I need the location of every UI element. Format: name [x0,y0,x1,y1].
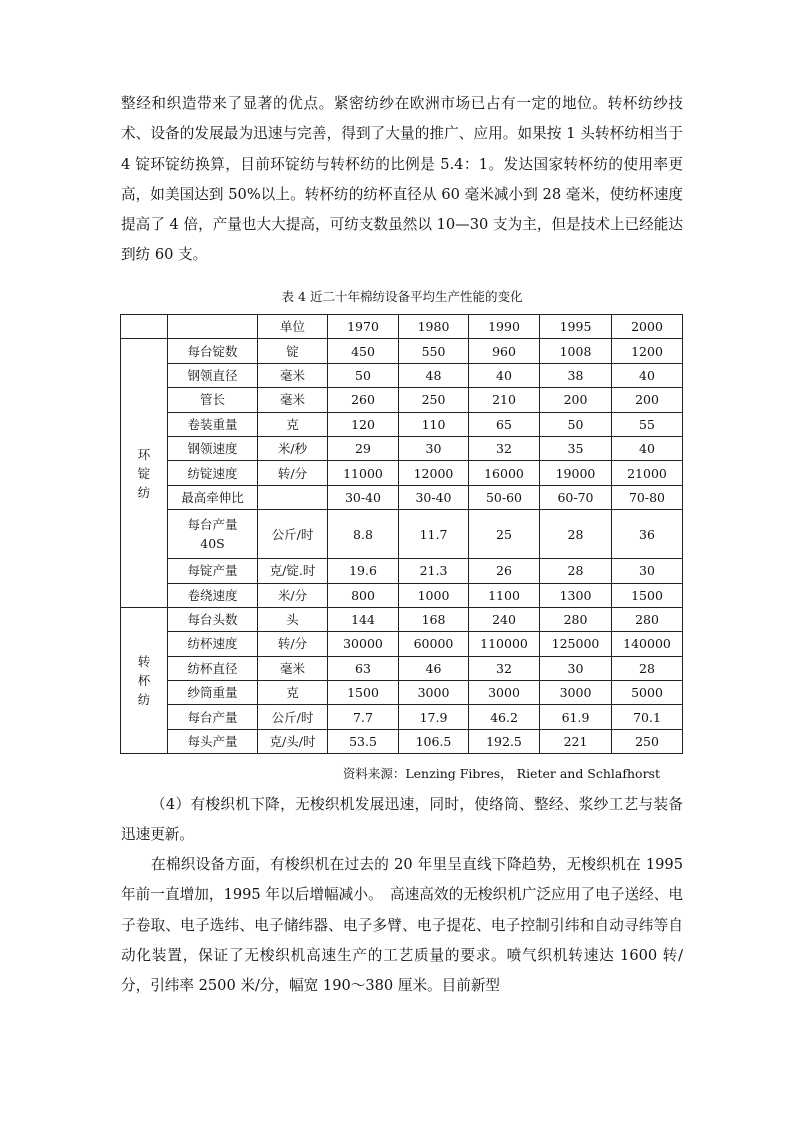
header-year-cell: 1990 [469,315,540,339]
value-cell: 1200 [612,339,683,363]
value-cell: 5000 [612,681,683,705]
table-row [121,339,683,363]
value-cell: 200 [612,388,683,412]
item-cell: 纺锭速度 [168,461,258,485]
value-cell: 32 [469,436,540,460]
value-cell: 32 [469,656,540,680]
header-empty-cell [121,315,168,339]
value-cell: 210 [469,388,540,412]
value-cell: 250 [399,388,469,412]
value-cell: 61.9 [540,705,612,729]
item-cell: 纺杯直径 [168,656,258,680]
item-cell: 每锭产量 [168,559,258,583]
table-row [121,436,683,460]
table-row [121,632,683,656]
value-cell: 280 [612,607,683,631]
value-cell: 60000 [399,632,469,656]
value-cell: 280 [540,607,612,631]
value-cell: 1500 [328,681,399,705]
header-year-cell: 1980 [399,315,469,339]
table-row [121,681,683,705]
unit-cell: 转/分 [258,461,328,485]
table-row [121,461,683,485]
value-cell: 1300 [540,583,612,607]
table-row [121,705,683,729]
value-cell: 35 [540,436,612,460]
value-cell: 3000 [399,681,469,705]
value-cell: 550 [399,339,469,363]
value-cell: 19.6 [328,559,399,583]
value-cell: 30 [612,559,683,583]
value-cell: 70.1 [612,705,683,729]
header-year-cell: 2000 [612,315,683,339]
table-row [121,656,683,680]
value-cell: 192.5 [469,729,540,753]
unit-cell: 克 [258,681,328,705]
table-row [121,363,683,387]
unit-cell: 公斤/时 [258,510,328,559]
unit-cell: 毫米 [258,388,328,412]
value-cell: 21.3 [399,559,469,583]
table-row [121,559,683,583]
value-cell: 125000 [540,632,612,656]
item-cell: 钢领直径 [168,363,258,387]
value-cell: 30-40 [328,485,399,509]
value-cell: 30-40 [399,485,469,509]
unit-cell: 米/分 [258,583,328,607]
value-cell: 50-60 [469,485,540,509]
item-cell: 卷装重量 [168,412,258,436]
header-year-cell: 1970 [328,315,399,339]
value-cell: 120 [328,412,399,436]
item-cell: 卷绕速度 [168,583,258,607]
group-label-cell [121,607,168,753]
value-cell: 1100 [469,583,540,607]
value-cell: 110 [399,412,469,436]
value-cell: 1500 [612,583,683,607]
table-source: 资料来源：Lenzing Fibres， Rieter and Schlafhorst [342,766,660,781]
unit-cell [258,485,328,509]
value-cell: 221 [540,729,612,753]
unit-cell: 毫米 [258,363,328,387]
item-cell: 每台产量 40S [168,510,258,559]
value-cell: 30000 [328,632,399,656]
value-cell: 106.5 [399,729,469,753]
value-cell: 30 [540,656,612,680]
value-cell: 29 [328,436,399,460]
table-row [121,583,683,607]
value-cell: 16000 [469,461,540,485]
item-cell: 管长 [168,388,258,412]
table-caption: 表 4 近二十年棉纺设备平均生产性能的变化 [281,289,523,304]
value-cell: 19000 [540,461,612,485]
body-paragraph-3: 在棉织设备方面，有梭织机在过去的 20 年里呈直线下降趋势，无梭织机在 1995 年前一直增加，1995 年以后增幅减小。 高速高效的无梭织机广泛应用了电子送经、电子卷取、电子选纬、电子储纬器、电子多臂、电子提花、电子控制引纬和自动寻纬等自动化装置，保证了无梭织机高速生产的工艺质量的要求。喷气织机转速达 1600 转/分，引纬率 2500 米/分，幅宽 190～380 厘米。目前新型 [121,856,683,995]
table-row [121,485,683,509]
value-cell: 11000 [328,461,399,485]
value-cell: 450 [328,339,399,363]
value-cell: 38 [540,363,612,387]
item-cell: 每台产量 [168,705,258,729]
value-cell: 28 [540,510,612,559]
value-cell: 28 [612,656,683,680]
value-cell: 144 [328,607,399,631]
header-empty-cell [168,315,258,339]
value-cell: 50 [540,412,612,436]
value-cell: 70-80 [612,485,683,509]
value-cell: 110000 [469,632,540,656]
group-label: 转杯纺 [137,654,151,708]
performance-table [120,314,683,754]
value-cell: 21000 [612,461,683,485]
item-cell: 每头产量 [168,729,258,753]
value-cell: 800 [328,583,399,607]
table-row [121,388,683,412]
value-cell: 40 [469,363,540,387]
header-year-cell: 1995 [540,315,612,339]
table-header-row [121,315,683,339]
value-cell: 11.7 [399,510,469,559]
unit-cell: 米/秒 [258,436,328,460]
value-cell: 1008 [540,339,612,363]
value-cell: 48 [399,363,469,387]
value-cell: 7.7 [328,705,399,729]
unit-cell: 克 [258,412,328,436]
item-cell: 每台头数 [168,607,258,631]
value-cell: 260 [328,388,399,412]
value-cell: 30 [399,436,469,460]
unit-cell: 转/分 [258,632,328,656]
value-cell: 55 [612,412,683,436]
value-cell: 63 [328,656,399,680]
table-row [121,510,683,559]
table-row [121,607,683,631]
value-cell: 960 [469,339,540,363]
value-cell: 50 [328,363,399,387]
value-cell: 46 [399,656,469,680]
group-label: 环锭纺 [137,446,151,500]
unit-cell: 头 [258,607,328,631]
value-cell: 168 [399,607,469,631]
value-cell: 36 [612,510,683,559]
unit-cell: 克/锭.时 [258,559,328,583]
table-row [121,729,683,753]
value-cell: 12000 [399,461,469,485]
value-cell: 46.2 [469,705,540,729]
value-cell: 28 [540,559,612,583]
item-cell: 钢领速度 [168,436,258,460]
value-cell: 40 [612,436,683,460]
value-cell: 140000 [612,632,683,656]
value-cell: 53.5 [328,729,399,753]
value-cell: 200 [540,388,612,412]
item-cell: 最高牵伸比 [168,485,258,509]
value-cell: 240 [469,607,540,631]
body-paragraph-1: 整经和织造带来了显著的优点。紧密纺纱在欧洲市场已占有一定的地位。转杯纺纱技术、设备的发展最为迅速与完善，得到了大量的推广、应用。如果按 1 头转杯纺相当于 4 锭环锭纺换算，目前环锭纺与转杯纺的比例是 5.4：1。发达国家转杯纺的使用率更高，如美国达到 50%以上。转杯纺的纺杯直径从 60 毫米减小到 28 毫米，使纺杯速度提高了 4 倍，产量也大大提高，可纺支数虽然以 10—30 支为主，但是技术上已经能达到纺 60 支。 [121,95,683,264]
value-cell: 25 [469,510,540,559]
value-cell: 8.8 [328,510,399,559]
item-cell: 纺杯速度 [168,632,258,656]
value-cell: 250 [612,729,683,753]
table-row [121,412,683,436]
value-cell: 65 [469,412,540,436]
group-label-cell [121,339,168,608]
body-paragraph-2: （4）有梭织机下降，无梭织机发展迅速，同时，使络筒、整经、浆纱工艺与装备迅速更新。 [121,796,683,844]
value-cell: 40 [612,363,683,387]
value-cell: 26 [469,559,540,583]
unit-cell: 克/头/时 [258,729,328,753]
header-unit-cell: 单位 [258,315,328,339]
unit-cell: 锭 [258,339,328,363]
item-cell: 纱筒重量 [168,681,258,705]
value-cell: 17.9 [399,705,469,729]
value-cell: 3000 [469,681,540,705]
item-cell: 每台锭数 [168,339,258,363]
unit-cell: 毫米 [258,656,328,680]
value-cell: 60-70 [540,485,612,509]
value-cell: 1000 [399,583,469,607]
value-cell: 3000 [540,681,612,705]
unit-cell: 公斤/时 [258,705,328,729]
